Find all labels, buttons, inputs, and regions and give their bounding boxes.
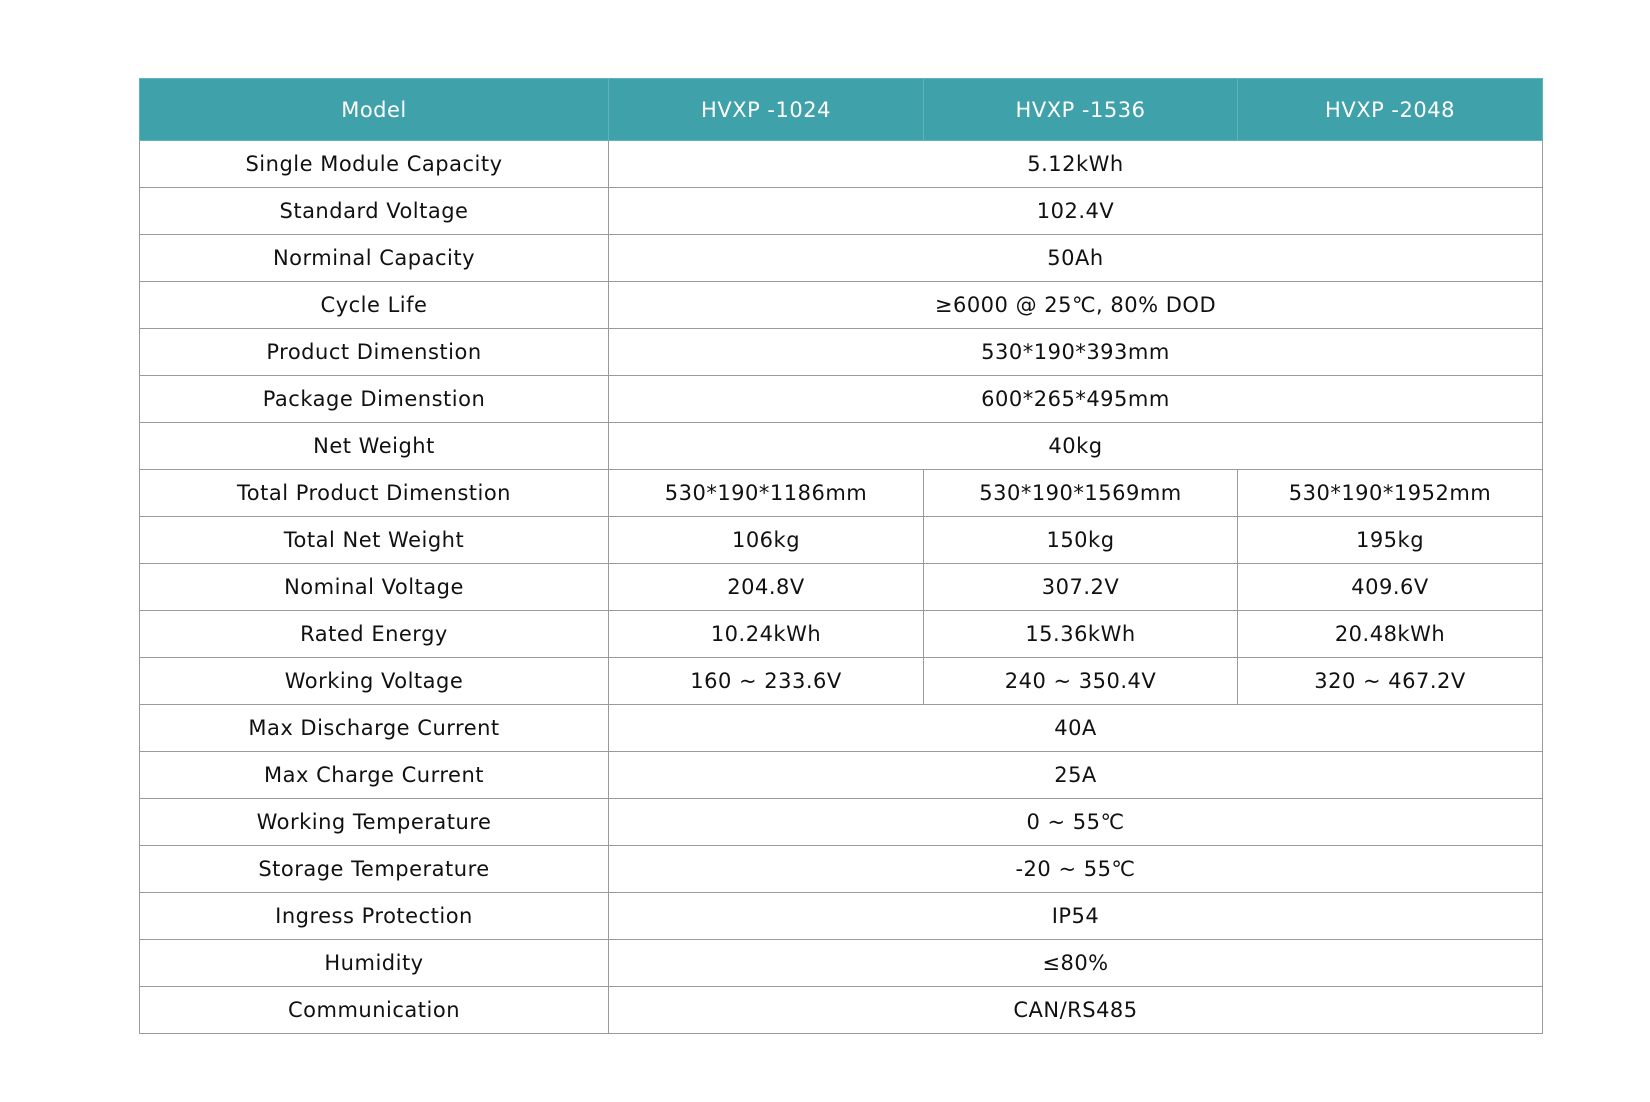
table-row (140, 141, 1543, 188)
table-row (140, 799, 1543, 846)
row-value-hvxp-1024: 106kg (609, 517, 924, 564)
table-row (140, 752, 1543, 799)
row-value: 40A (609, 705, 1543, 752)
row-label: Rated Energy (140, 611, 609, 658)
table-row (140, 376, 1543, 423)
spec-table-header (140, 79, 1543, 141)
row-label: Total Net Weight (140, 517, 609, 564)
row-value-hvxp-2048: 530*190*1952mm (1238, 470, 1543, 517)
row-value: ≥6000 @ 25℃, 80% DOD (609, 282, 1543, 329)
row-value-hvxp-2048: 195kg (1238, 517, 1543, 564)
row-value-hvxp-1024: 160 ~ 233.6V (609, 658, 924, 705)
header-hvxp-1536: HVXP -1536 (924, 79, 1238, 141)
row-label: Max Discharge Current (140, 705, 609, 752)
row-value-hvxp-2048: 320 ~ 467.2V (1238, 658, 1543, 705)
row-label: Storage Temperature (140, 846, 609, 893)
row-value-hvxp-1536: 240 ~ 350.4V (924, 658, 1238, 705)
spec-table (139, 78, 1543, 1034)
table-row (140, 423, 1543, 470)
table-row (140, 940, 1543, 987)
row-value: -20 ~ 55℃ (609, 846, 1543, 893)
row-label: Net Weight (140, 423, 609, 470)
row-value: ≤80% (609, 940, 1543, 987)
table-row (140, 893, 1543, 940)
row-value: 0 ~ 55℃ (609, 799, 1543, 846)
table-row (140, 282, 1543, 329)
header-hvxp-2048: HVXP -2048 (1238, 79, 1543, 141)
table-row (140, 987, 1543, 1034)
row-label: Ingress Protection (140, 893, 609, 940)
row-label: Product Dimenstion (140, 329, 609, 376)
row-value-hvxp-1024: 530*190*1186mm (609, 470, 924, 517)
row-label: Norminal Capacity (140, 235, 609, 282)
row-value: 600*265*495mm (609, 376, 1543, 423)
table-row (140, 329, 1543, 376)
row-label: Standard Voltage (140, 188, 609, 235)
row-label: Working Temperature (140, 799, 609, 846)
row-label: Communication (140, 987, 609, 1034)
table-row (140, 517, 1543, 564)
row-value-hvxp-1536: 307.2V (924, 564, 1238, 611)
row-value: CAN/RS485 (609, 987, 1543, 1034)
row-value: 25A (609, 752, 1543, 799)
table-row (140, 235, 1543, 282)
table-row (140, 658, 1543, 705)
row-value: 40kg (609, 423, 1543, 470)
row-value-hvxp-2048: 409.6V (1238, 564, 1543, 611)
table-row (140, 564, 1543, 611)
row-label: Single Module Capacity (140, 141, 609, 188)
header-hvxp-1024: HVXP -1024 (609, 79, 924, 141)
header-model: Model (140, 79, 609, 141)
row-label: Cycle Life (140, 282, 609, 329)
row-value: 50Ah (609, 235, 1543, 282)
row-value-hvxp-1536: 530*190*1569mm (924, 470, 1238, 517)
row-value: 530*190*393mm (609, 329, 1543, 376)
row-value-hvxp-1024: 204.8V (609, 564, 924, 611)
row-label: Total Product Dimenstion (140, 470, 609, 517)
row-label: Max Charge Current (140, 752, 609, 799)
row-value-hvxp-2048: 20.48kWh (1238, 611, 1543, 658)
table-row (140, 611, 1543, 658)
row-value: 5.12kWh (609, 141, 1543, 188)
row-label: Nominal Voltage (140, 564, 609, 611)
table-row (140, 846, 1543, 893)
row-value: IP54 (609, 893, 1543, 940)
table-row (140, 705, 1543, 752)
spec-table-body (140, 141, 1543, 1034)
row-value: 102.4V (609, 188, 1543, 235)
table-row (140, 188, 1543, 235)
table-row (140, 470, 1543, 517)
header-row (140, 79, 1543, 141)
row-label: Humidity (140, 940, 609, 987)
row-label: Working Voltage (140, 658, 609, 705)
row-value-hvxp-1536: 150kg (924, 517, 1238, 564)
row-label: Package Dimenstion (140, 376, 609, 423)
row-value-hvxp-1024: 10.24kWh (609, 611, 924, 658)
row-value-hvxp-1536: 15.36kWh (924, 611, 1238, 658)
